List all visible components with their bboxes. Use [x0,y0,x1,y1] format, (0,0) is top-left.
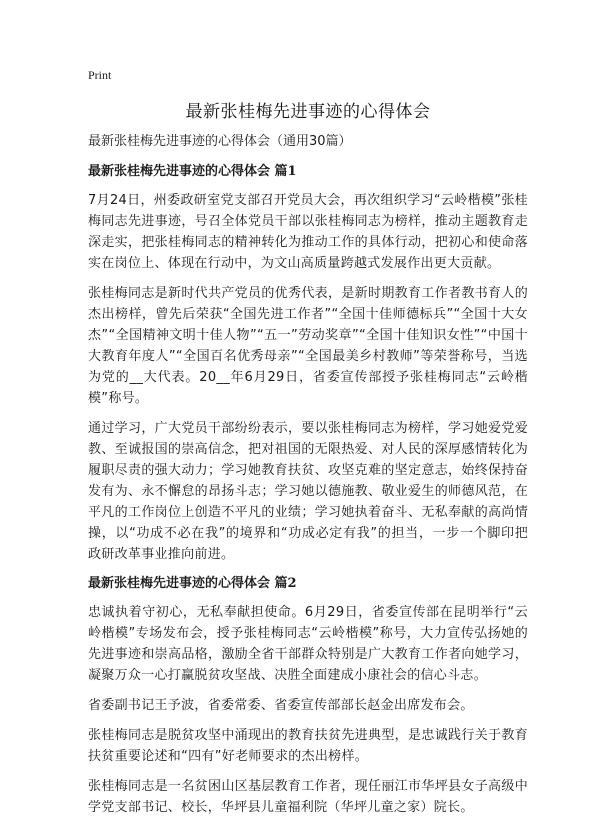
document-page [88,68,528,827]
section-heading: 最新张桂梅先进事迹的心得体会 篇1 [88,164,297,179]
paragraph: 通过学习，广大党员干部纷纷表示，要以张桂梅同志为榜样，学习她爱党爱教、至诚报国的崇高信念，把对祖国的无限热爱、对人民的深厚感情转化为履职尽责的强大动力；学习她教育扶贫、攻坚克难的坚定意志，始终保持奋发有为、永不懈怠的昂扬斗志；学习她以德施教、敬业爱生的师德风范，在平凡的工作岗位上创造不平凡的业绩；学习她执着奋斗、无私奉献的高尚情操，以“功成不必在我”的境界和“功成必定有我”的担当，一步一个脚印把政研改革事业推向前进。 [88,421,528,562]
section-heading: 最新张桂梅先进事迹的心得体会 篇2 [88,576,297,591]
section-2 [88,574,528,818]
document-title: 最新张桂梅先进事迹的心得体会 [185,102,431,122]
paragraph: 张桂梅同志是脱贫攻坚中涌现出的教育扶贫先进典型，是忠诚践行关于教育扶贫重要论述和“四有”好老师要求的杰出榜样。 [88,728,528,764]
paragraph: 省委副书记王予波，省委常委、省委宣传部部长赵金出席发布会。 [88,698,474,713]
paragraph: 忠诚执着守初心，无私奉献担使命。6月29日，省委宣传部在昆明举行“云岭楷模”专场发布会，授予张桂梅同志“云岭楷模”称号，大力宣传弘扬她的先进事迹和崇高品格，激励全省干部群众特别是广大教育工作者向她学习，凝聚万众一心打赢脱贫攻坚战、决胜全面建成小康社会的信心斗志。 [88,605,528,683]
paragraph: 7月24日，州委政研室党支部召开党员大会，再次组织学习“云岭楷模”张桂梅同志先进事迹，号召全体党员干部以张桂梅同志为榜样，推动主题教育走深走实，把张桂梅同志的精神转化为推动工作的具体行动，把初心和使命落实在岗位上、体现在行动中，为文山高质量跨越式发展作出更大贡献。 [88,193,528,271]
document-subtitle: 最新张桂梅先进事迹的心得体会（通用30篇） [88,134,352,149]
print-link[interactable]: Print [88,68,112,82]
paragraph: 张桂梅同志是一名贫困山区基层教育工作者，现任丽江市华坪县女子高级中学党支部书记、校长，华坪县儿童福利院（华坪儿童之家）院长。 [88,779,528,815]
section-1 [88,162,528,565]
paragraph: 张桂梅同志是新时代共产党员的优秀代表，是新时期教育工作者教书育人的杰出榜样，曾先后荣获“全国先进工作者”“全国十佳师德标兵”“全国十大女杰”“全国精神文明十佳人物”“五一”劳动奖章”“全国十佳知识女性”“中国十大教育年度人”“全国百名优秀母亲”“全国最美乡村教师”等荣誉称号，当选为党的__大代表。20__年6月29日，省委宣传部授予张桂梅同志“云岭楷模”称号。 [88,286,528,406]
